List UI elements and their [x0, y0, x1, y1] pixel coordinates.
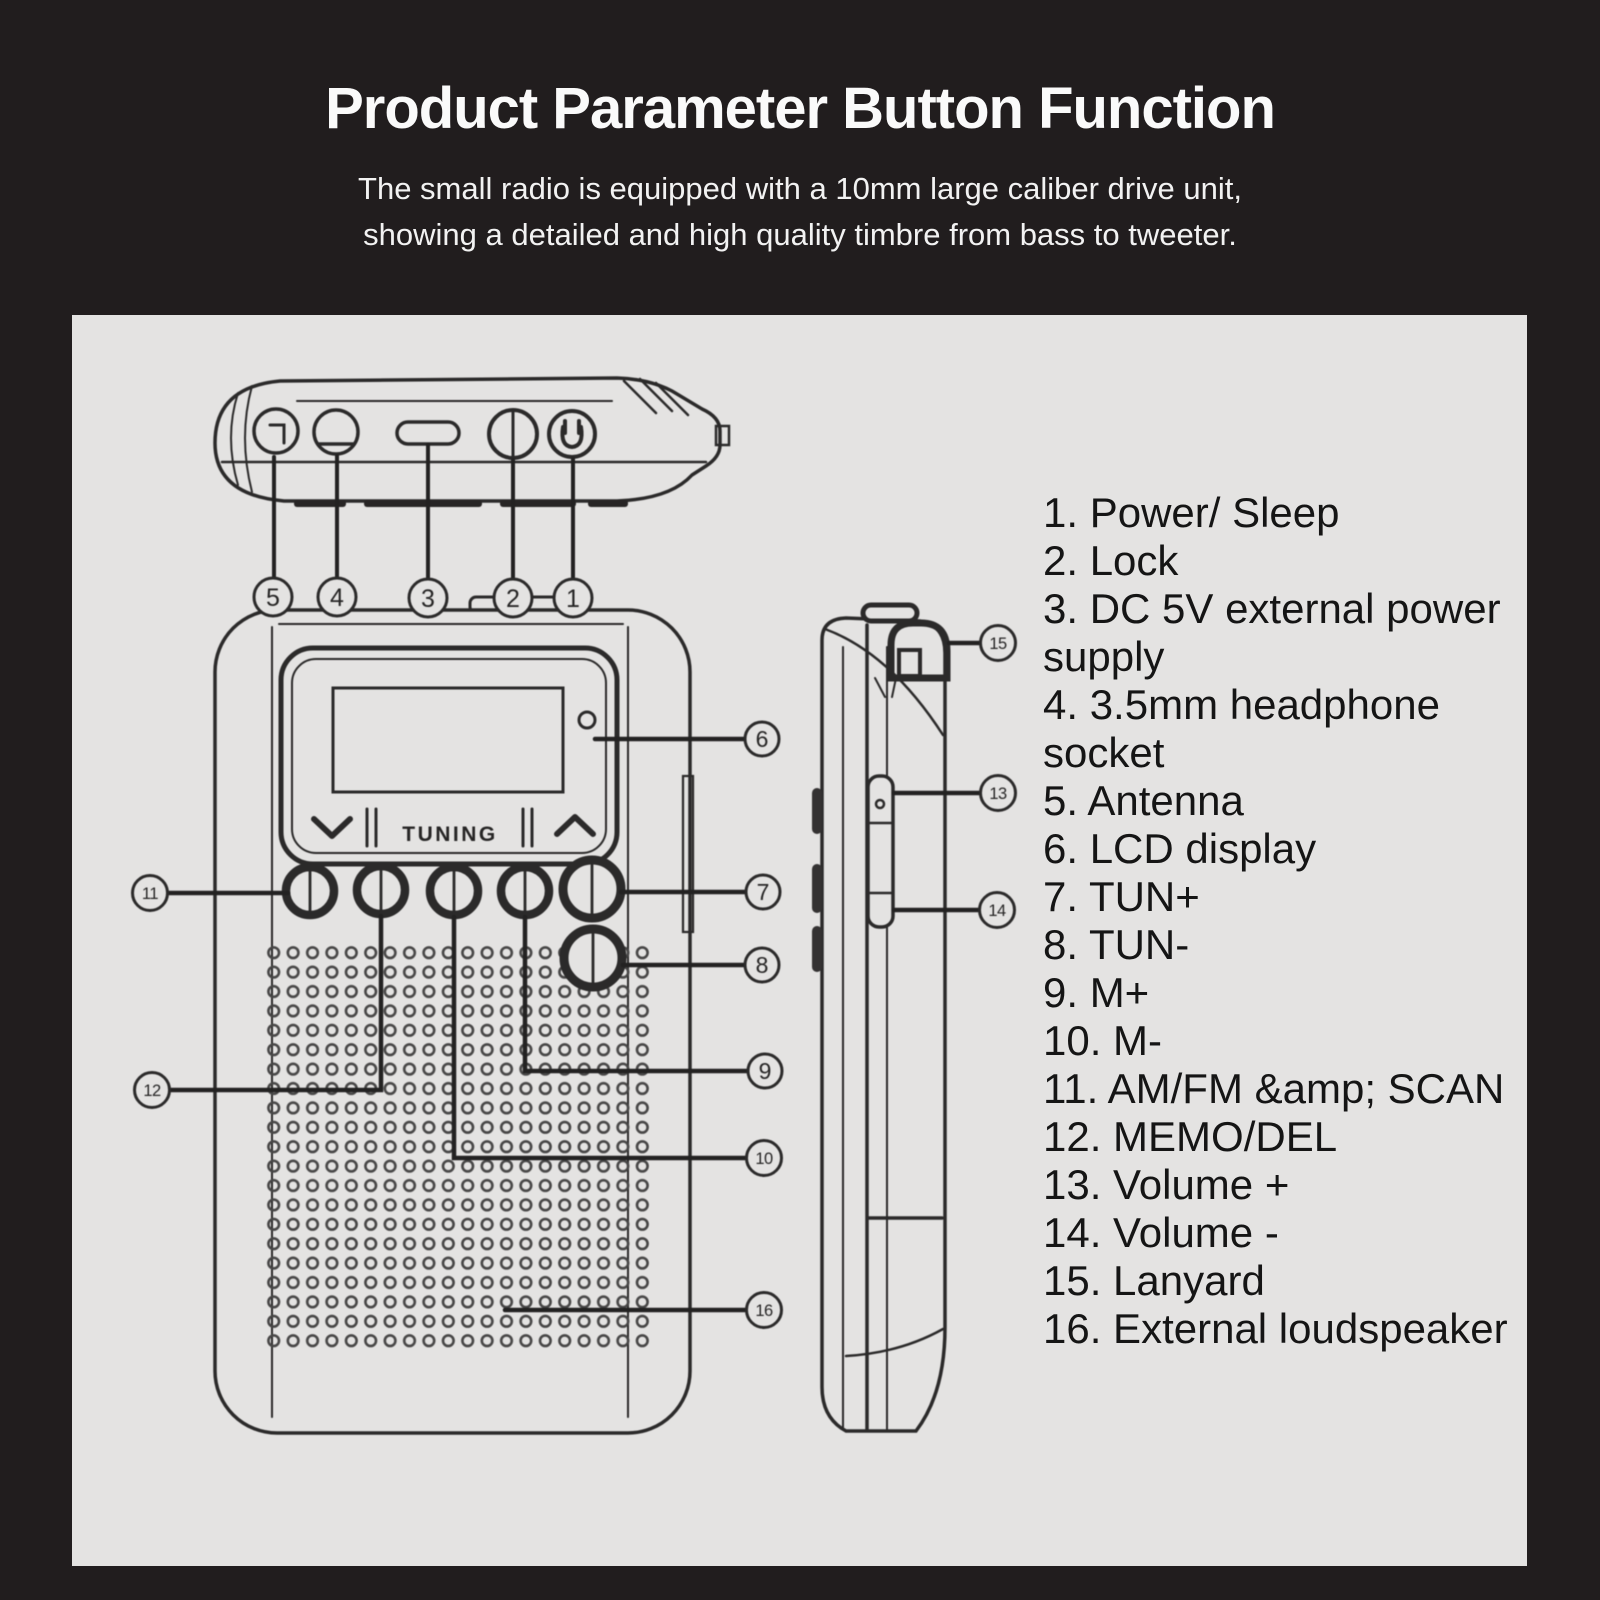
svg-text:12: 12 — [143, 1082, 161, 1100]
speaker-grill — [264, 943, 651, 1350]
callout-7 — [746, 875, 780, 909]
legend-item-14: 14. Volume - — [1043, 1209, 1279, 1256]
svg-text:9: 9 — [758, 1058, 772, 1084]
m-plus-button — [501, 867, 549, 915]
top-view — [215, 378, 729, 578]
legend-item-3: 3. DC 5V external power supply — [1043, 585, 1501, 680]
svg-text:6: 6 — [755, 726, 769, 752]
callout-4 — [318, 578, 356, 616]
edge-keys — [812, 788, 822, 972]
svg-text:4: 4 — [330, 584, 344, 612]
svg-text:14: 14 — [988, 902, 1006, 920]
svg-text:2: 2 — [506, 585, 520, 613]
callout-16 — [747, 1293, 782, 1328]
legend-item-13: 13. Volume + — [1043, 1161, 1290, 1208]
legend-item-6: 6. LCD display — [1043, 825, 1317, 872]
page-header — [0, 0, 1600, 258]
callout-9 — [748, 1054, 782, 1088]
callout-12 — [135, 1073, 170, 1108]
legend-item-1: 1. Power/ Sleep — [1043, 489, 1340, 536]
svg-text:15: 15 — [989, 635, 1007, 653]
volume-rocker — [868, 776, 893, 927]
callout-6 — [745, 722, 779, 756]
svg-text:11: 11 — [141, 885, 159, 903]
legend-item-16: 16. External loudspeaker — [1043, 1305, 1508, 1352]
svg-text:7: 7 — [756, 879, 770, 905]
callout-13 — [981, 776, 1016, 811]
top-view-outline — [215, 378, 720, 501]
legend-item-4: 4. 3.5mm headphone socket — [1043, 681, 1440, 776]
subtitle-line-1: The small radio is equipped with a 10mm large caliber drive unit, — [358, 171, 1242, 206]
svg-text:1: 1 — [566, 585, 580, 613]
legend-item-9: 9. M+ — [1043, 969, 1150, 1016]
diagram-panel — [72, 315, 1527, 1566]
legend-item-8: 8. TUN- — [1043, 921, 1190, 968]
legend-item-15: 15. Lanyard — [1043, 1257, 1265, 1304]
m-minus-button — [430, 867, 478, 915]
callout-11 — [133, 876, 168, 911]
svg-text:10: 10 — [755, 1150, 773, 1168]
memo-del-button — [357, 866, 405, 914]
tun-minus-button — [564, 929, 622, 987]
side-top-button — [863, 605, 917, 621]
svg-text:16: 16 — [755, 1302, 773, 1320]
legend-item-11: 11. AM/FM &amp; SCAN — [1043, 1065, 1505, 1112]
callout-10 — [747, 1141, 782, 1176]
svg-text:5: 5 — [266, 584, 280, 612]
subtitle-line-2: showing a detailed and high quality timbre from bass to tweeter. — [363, 217, 1237, 252]
legend-item-2: 2. Lock — [1043, 537, 1179, 584]
brand-label: TUNING — [402, 823, 498, 846]
legend-item-7: 7. TUN+ — [1043, 873, 1200, 920]
page-title: Product Parameter Button Function — [325, 76, 1275, 141]
legend-list — [1043, 489, 1521, 1353]
callout-5 — [254, 578, 292, 616]
front-view — [169, 597, 748, 1433]
svg-text:8: 8 — [755, 952, 769, 978]
legend-item-12: 12. MEMO/DEL — [1043, 1113, 1338, 1160]
svg-text:3: 3 — [421, 585, 435, 613]
legend-item-10: 10. M- — [1043, 1017, 1163, 1064]
callout-2 — [494, 579, 532, 617]
side-body-outline — [822, 618, 945, 1431]
callout-14 — [980, 893, 1015, 928]
callout-8 — [745, 948, 779, 982]
am-fm-scan-button — [286, 867, 334, 915]
callout-3 — [409, 579, 447, 617]
callout-1 — [554, 579, 592, 617]
side-view — [812, 605, 980, 1431]
legend-item-5: 5. Antenna — [1043, 777, 1244, 824]
tun-plus-button — [563, 860, 621, 918]
callout-15 — [981, 626, 1016, 661]
svg-text:13: 13 — [989, 785, 1007, 803]
